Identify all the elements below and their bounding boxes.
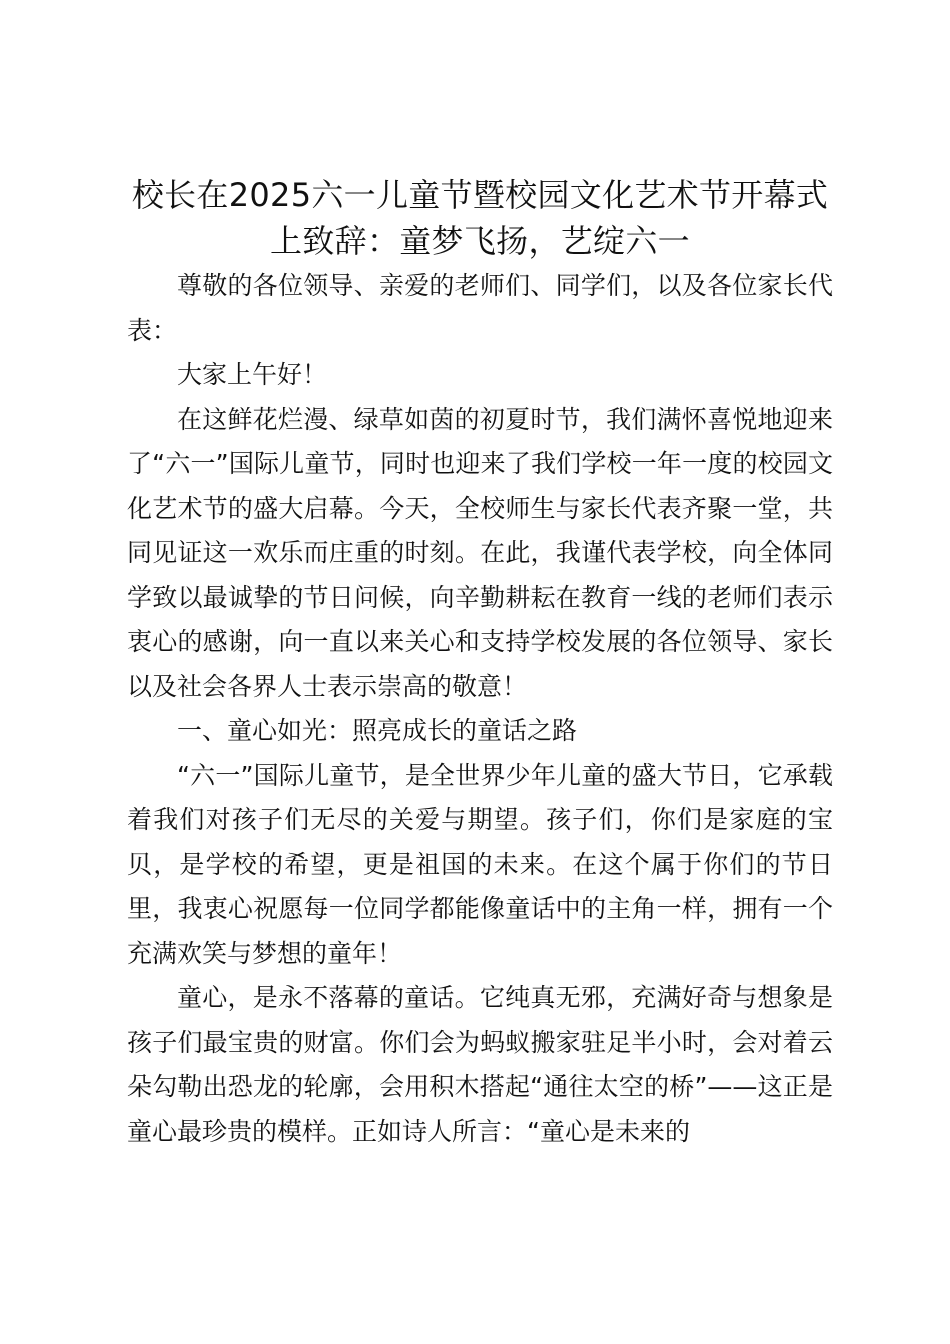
document-page bbox=[127, 172, 833, 1154]
document-title: 校长在2025六一儿童节暨校园文化艺术节开幕式上致辞：童梦飞扬，艺绽六一 bbox=[131, 176, 829, 260]
section-heading-1: 一、童心如光：照亮成长的童话之路 bbox=[177, 716, 578, 745]
paragraph-salutation: 尊敬的各位领导、亲爱的老师们、同学们，以及各位家长代表： bbox=[127, 271, 833, 345]
paragraph-section-1-b: 童心，是永不落幕的童话。它纯真无邪，充满好奇与想象是孩子们最宝贵的财富。你们会为蚂蚁搬家驻足半小时，会对着云朵勾勒出恐龙的轮廓，会用积木搭起“通往太空的桥”——这正是童心最珍贵的模样。正如诗人所言：“童心是未来的 bbox=[127, 983, 833, 1146]
document-body bbox=[127, 264, 833, 1154]
paragraph-opening: 在这鲜花烂漫、绿草如茵的初夏时节，我们满怀喜悦地迎来了“六一”国际儿童节，同时也迎来了我们学校一年一度的校园文化艺术节的盛大启幕。今天，全校师生与家长代表齐聚一堂，共同见证这一欢乐而庄重的时刻。在此，我谨代表学校，向全体同学致以最诚挚的节日问候，向辛勤耕耘在教育一线的老师们表示衷心的感谢，向一直以来关心和支持学校发展的各位领导、家长以及社会各界人士表示崇高的敬意！ bbox=[127, 404, 833, 701]
paragraph-greeting: 大家上午好！ bbox=[177, 360, 328, 389]
paragraph-section-1-a: “六一”国际儿童节，是全世界少年儿童的盛大节日，它承载着我们对孩子们无尽的关爱与期望。孩子们，你们是家庭的宝贝，是学校的希望，更是祖国的未来。在这个属于你们的节日里，我衷心祝愿每一位同学都能像童话中的主角一样，拥有一个充满欢笑与梦想的童年！ bbox=[127, 760, 833, 968]
